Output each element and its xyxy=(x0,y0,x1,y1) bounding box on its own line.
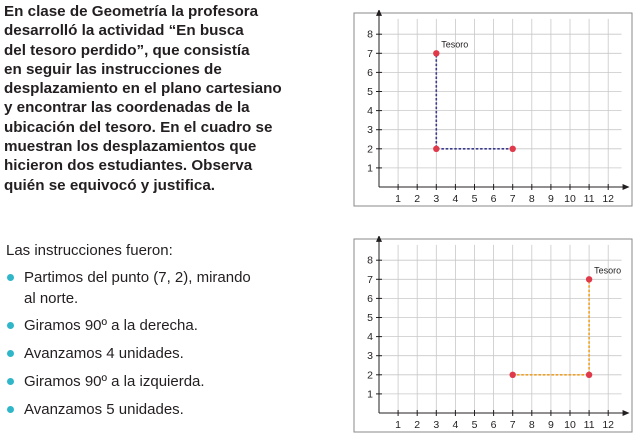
data-point xyxy=(586,276,592,282)
problem-statement xyxy=(4,2,314,195)
instruction-text: al norte. xyxy=(24,290,79,307)
y-tick-label: 7 xyxy=(367,47,373,60)
y-tick-label: 6 xyxy=(367,66,373,79)
problem-line: desplazamiento en el plano cartesiano xyxy=(4,80,282,98)
bullet-icon xyxy=(7,378,14,385)
problem-line: y encontrar las coordenadas de la xyxy=(4,99,250,117)
x-tick-label: 11 xyxy=(583,193,595,205)
x-tick-label: 2 xyxy=(414,193,421,205)
instruction-list xyxy=(6,267,306,427)
y-tick-label: 3 xyxy=(367,124,373,137)
x-tick-label: 1 xyxy=(395,419,402,431)
plot-svg xyxy=(351,236,633,436)
instruction-text: Avanzamos 4 unidades. xyxy=(24,345,184,362)
data-point xyxy=(586,372,592,378)
y-tick-label: 2 xyxy=(367,143,373,156)
x-tick-label: 10 xyxy=(564,193,576,205)
bullet-icon xyxy=(7,406,14,413)
y-tick-label: 1 xyxy=(367,162,373,175)
x-axis-arrow-icon xyxy=(623,184,630,190)
treasure-label: Tesoro xyxy=(441,39,469,50)
x-tick-label: 4 xyxy=(452,419,459,431)
bullet-icon xyxy=(7,350,14,357)
x-tick-label: 10 xyxy=(564,419,576,431)
instruction-item xyxy=(6,267,306,309)
y-tick-label: 8 xyxy=(367,28,373,41)
problem-line: en seguir las instrucciones de xyxy=(4,60,222,78)
plot-frame xyxy=(354,13,632,206)
instruction-text: Partimos del punto (7, 2), mirando xyxy=(24,269,251,286)
problem-line: En clase de Geometría la profesora xyxy=(4,3,259,20)
instruction-text: Giramos 90º a la derecha. xyxy=(24,317,198,334)
x-axis-arrow-icon xyxy=(623,410,630,416)
y-tick-label: 8 xyxy=(367,254,373,267)
treasure-label: Tesoro xyxy=(594,265,622,276)
data-point xyxy=(510,372,516,378)
plot-frame xyxy=(354,239,632,432)
x-tick-label: 6 xyxy=(490,419,497,431)
bullet-icon xyxy=(7,274,14,281)
data-point xyxy=(433,50,439,56)
cartesian-plane-student-2 xyxy=(351,236,633,436)
problem-line: quién se equivocó y justifica. xyxy=(4,176,215,194)
x-tick-label: 9 xyxy=(547,193,554,205)
instruction-item xyxy=(6,399,306,420)
x-tick-label: 5 xyxy=(471,193,478,205)
cartesian-plane-student-1 xyxy=(351,10,633,210)
instruction-item xyxy=(6,315,306,336)
x-tick-label: 8 xyxy=(528,419,535,431)
y-tick-label: 2 xyxy=(367,369,373,382)
x-tick-label: 5 xyxy=(471,419,478,431)
problem-line: hicieron dos estudiantes. Observa xyxy=(4,157,253,175)
x-tick-label: 11 xyxy=(583,419,595,431)
x-tick-label: 8 xyxy=(528,193,535,205)
problem-line: muestran los desplazamientos que xyxy=(4,138,257,156)
problem-line: del tesoro perdido”, que consistía xyxy=(4,41,250,59)
x-tick-label: 4 xyxy=(452,193,459,205)
instructions-heading: Las instrucciones fueron: xyxy=(6,242,173,259)
x-tick-label: 6 xyxy=(490,193,497,205)
y-tick-label: 5 xyxy=(367,86,373,98)
y-tick-label: 4 xyxy=(367,331,373,344)
x-tick-label: 1 xyxy=(395,193,402,205)
problem-line: desarrolló la actividad “En busca xyxy=(4,22,244,40)
y-tick-label: 3 xyxy=(367,350,373,363)
y-tick-label: 1 xyxy=(367,388,373,401)
instruction-text: Giramos 90º a la izquierda. xyxy=(24,373,205,390)
bullet-icon xyxy=(7,322,14,329)
y-tick-label: 4 xyxy=(367,105,373,118)
instruction-item xyxy=(6,343,306,364)
data-point xyxy=(433,146,439,152)
data-point xyxy=(510,146,516,152)
plot-svg xyxy=(351,10,633,210)
x-tick-label: 12 xyxy=(602,419,615,431)
x-tick-label: 7 xyxy=(509,193,516,205)
x-tick-label: 3 xyxy=(433,419,440,431)
x-tick-label: 9 xyxy=(547,419,554,431)
y-tick-label: 5 xyxy=(367,312,373,324)
y-tick-label: 6 xyxy=(367,292,373,305)
x-tick-label: 7 xyxy=(509,419,516,431)
instruction-item xyxy=(6,371,306,392)
x-tick-label: 2 xyxy=(414,419,421,431)
instruction-text: Avanzamos 5 unidades. xyxy=(24,401,184,418)
x-tick-label: 12 xyxy=(602,193,615,205)
y-tick-label: 7 xyxy=(367,273,373,286)
problem-line: ubicación del tesoro. En el cuadro se xyxy=(4,118,273,136)
x-tick-label: 3 xyxy=(433,193,440,205)
